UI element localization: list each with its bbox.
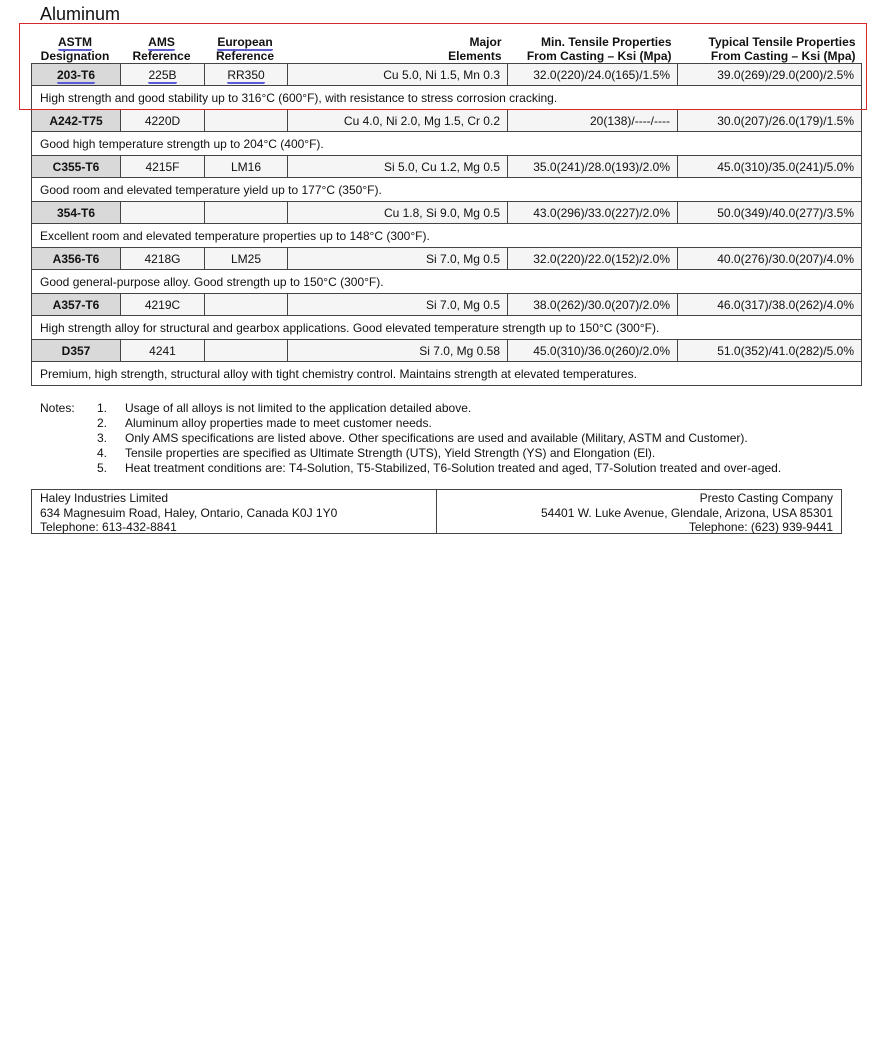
alloy-description: Good general-purpose alloy. Good strength up to 150°C (300°F). (32, 270, 862, 294)
european-text: RR350 (227, 67, 265, 82)
company-address: 634 Magnesuim Road, Haley, Ontario, Canada K0J 1Y0 (40, 505, 338, 520)
header-astm-designation (32, 32, 121, 64)
alloy-min-tensile: 35.0(241)/28.0(193)/2.0% (508, 156, 678, 178)
note-item (97, 446, 655, 461)
alloy-designation: A356-T6 (32, 248, 121, 270)
alloy-min-tensile: 20(138)/----/---- (508, 110, 678, 132)
header-major-elements (288, 32, 508, 64)
alloy-ams: 4218G (121, 248, 205, 270)
alloy-description-row (32, 132, 862, 156)
alloy-designation (32, 64, 121, 86)
alloy-row (32, 110, 862, 132)
note-item (97, 431, 748, 446)
alloy-typical-tensile: 51.0(352)/41.0(282)/5.0% (678, 340, 862, 362)
alloy-elements: Cu 4.0, Ni 2.0, Mg 1.5, Cr 0.2 (288, 110, 508, 132)
header-european-line1: European (217, 35, 273, 49)
header-min-tensile (508, 32, 678, 64)
alloy-min-tensile: 38.0(262)/30.0(207)/2.0% (508, 294, 678, 316)
alloy-description: Good high temperature strength up to 204°C (400°F). (32, 132, 862, 156)
alloy-row (32, 340, 862, 362)
alloy-european (205, 110, 288, 132)
alloy-min-tensile: 45.0(310)/36.0(260)/2.0% (508, 340, 678, 362)
alloy-typical-tensile: 39.0(269)/29.0(200)/2.5% (678, 64, 862, 86)
alloy-description-row (32, 86, 862, 110)
note-number: 2. (97, 416, 108, 430)
alloy-typical-tensile: 45.0(310)/35.0(241)/5.0% (678, 156, 862, 178)
header-ams-reference (121, 32, 205, 64)
presto-contact (437, 490, 841, 533)
note-number: 3. (97, 431, 108, 445)
alloy-min-tensile: 32.0(220)/22.0(152)/2.0% (508, 248, 678, 270)
header-major-line1: Major (469, 35, 502, 49)
alloy-european: LM16 (205, 156, 288, 178)
company-phone: Telephone: 613-432-8841 (40, 520, 177, 534)
alloy-elements: Si 5.0, Cu 1.2, Mg 0.5 (288, 156, 508, 178)
notes-label: Notes: (40, 401, 75, 415)
alloy-european (205, 340, 288, 362)
header-european-reference (205, 32, 288, 64)
alloy-description: Excellent room and elevated temperature properties up to 148°C (300°F). (32, 224, 862, 248)
header-ams-line1: AMS (148, 35, 175, 49)
header-astm-line2: Designation (40, 49, 110, 63)
alloy-elements: Si 7.0, Mg 0.58 (288, 340, 508, 362)
note-text: Tensile properties are specified as Ultimate Strength (UTS), Yield Strength (YS) and Elongation (El). (125, 446, 656, 460)
note-number: 1. (97, 401, 108, 415)
alloy-designation: A357-T6 (32, 294, 121, 316)
alloy-european (205, 64, 288, 86)
alloy-ams: 4219C (121, 294, 205, 316)
note-number: 4. (97, 446, 108, 460)
alloy-designation: 354-T6 (32, 202, 121, 224)
alloy-description: High strength and good stability up to 316°C (600°F), with resistance to stress corrosion cracking. (32, 86, 862, 110)
ams-text: 225B (148, 67, 177, 82)
alloy-ams: 4215F (121, 156, 205, 178)
table-header-row (32, 32, 862, 64)
alloy-typical-tensile: 40.0(276)/30.0(207)/4.0% (678, 248, 862, 270)
note-text: Usage of all alloys is not limited to the application detailed above. (125, 401, 472, 415)
alloy-designation: C355-T6 (32, 156, 121, 178)
header-ams-line2: Reference (132, 49, 191, 63)
alloy-elements: Cu 5.0, Ni 1.5, Mn 0.3 (288, 64, 508, 86)
note-text: Heat treatment conditions are: T4-Solution, T5-Stabilized, T6-Solution treated and aged, T7-Solution treated and over-aged. (125, 461, 782, 475)
alloy-row (32, 202, 862, 224)
designation-text: 203-T6 (56, 67, 96, 82)
company-phone: Telephone: (623) 939-9441 (688, 520, 833, 534)
alloy-ams: 4220D (121, 110, 205, 132)
haley-contact (32, 490, 437, 533)
header-european-line2: Reference (215, 49, 275, 63)
note-item (97, 401, 471, 416)
note-text: Aluminum alloy properties made to meet customer needs. (125, 416, 432, 430)
alloy-european (205, 294, 288, 316)
alloy-elements: Si 7.0, Mg 0.5 (288, 294, 508, 316)
alloy-typical-tensile: 46.0(317)/38.0(262)/4.0% (678, 294, 862, 316)
alloy-row (32, 294, 862, 316)
alloy-elements: Cu 1.8, Si 9.0, Mg 0.5 (288, 202, 508, 224)
alloy-description: Good room and elevated temperature yield up to 177°C (350°F). (32, 178, 862, 202)
alloy-european (205, 202, 288, 224)
company-name: Haley Industries Limited (40, 491, 169, 505)
note-item (97, 416, 432, 431)
note-text: Only AMS specifications are listed above. Other specifications are used and available (Military, ASTM and Customer). (125, 431, 748, 445)
alloy-typical-tensile: 30.0(207)/26.0(179)/1.5% (678, 110, 862, 132)
alloy-min-tensile: 43.0(296)/33.0(227)/2.0% (508, 202, 678, 224)
company-name: Presto Casting Company (699, 491, 833, 505)
alloy-typical-tensile: 50.0(349)/40.0(277)/3.5% (678, 202, 862, 224)
alloy-description: Premium, high strength, structural alloy with tight chemistry control. Maintains strength at elevated temperatures. (32, 362, 862, 386)
alloy-row (32, 248, 862, 270)
header-typical-tensile (678, 32, 862, 64)
alloy-designation: A242-T75 (32, 110, 121, 132)
alloy-european: LM25 (205, 248, 288, 270)
contact-footer (31, 489, 842, 534)
alloy-min-tensile: 32.0(220)/24.0(165)/1.5% (508, 64, 678, 86)
alloy-row (32, 64, 862, 86)
alloy-description-row (32, 316, 862, 340)
alloy-table (31, 32, 862, 386)
header-min-line1: Min. Tensile Properties (541, 35, 672, 49)
alloy-description-row (32, 362, 862, 386)
note-number: 5. (97, 461, 108, 475)
company-address: 54401 W. Luke Avenue, Glendale, Arizona, USA 85301 (541, 505, 833, 520)
alloy-description-row (32, 270, 862, 294)
alloy-description-row (32, 178, 862, 202)
alloy-ams (121, 202, 205, 224)
page-title: Aluminum (40, 4, 121, 24)
header-major-line2: Elements (448, 49, 502, 63)
header-typical-line2: From Casting – Ksi (Mpa) (710, 49, 856, 63)
alloy-ams: 4241 (121, 340, 205, 362)
header-typical-line1: Typical Tensile Properties (708, 35, 856, 49)
alloy-elements: Si 7.0, Mg 0.5 (288, 248, 508, 270)
header-min-line2: From Casting – Ksi (Mpa) (526, 49, 672, 63)
alloy-row (32, 156, 862, 178)
alloy-designation: D357 (32, 340, 121, 362)
header-astm-line1: ASTM (58, 35, 92, 49)
note-item (97, 461, 781, 476)
alloy-description-row (32, 224, 862, 248)
alloy-description: High strength alloy for structural and gearbox applications. Good elevated temperature strength up to 150°C (300°F). (32, 316, 862, 340)
alloy-ams (121, 64, 205, 86)
